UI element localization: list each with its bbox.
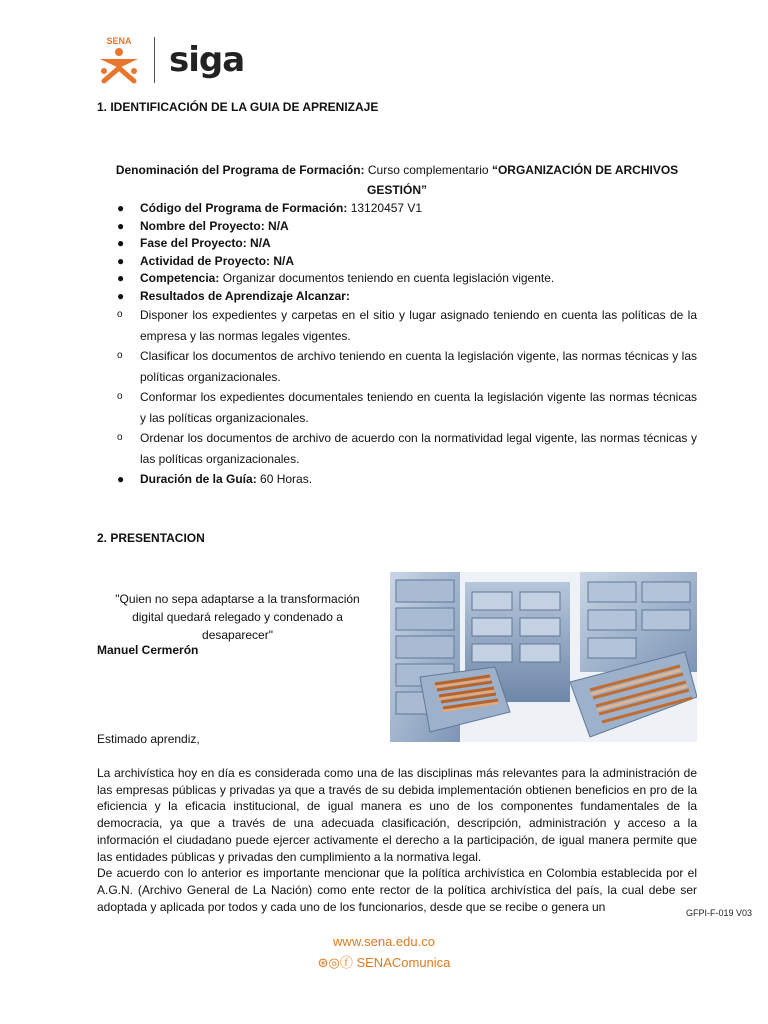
- sena-logo: [96, 35, 142, 85]
- instagram-icon[interactable]: ◎: [328, 955, 340, 970]
- program-denomination: [97, 160, 697, 200]
- section2-heading: 2. PRESENTACION: [97, 531, 205, 545]
- quote-text: "Quien no sepa adaptarse a la transformación digital quedará relegado y condenado a desaparecer": [115, 592, 360, 642]
- paragraph-1: La archivística hoy en día es considerada como una de las disciplinas más relevantes para la administración de las empresas públicas y privadas ya que a través de su debida implementación obtienen beneficios en pro de la eficiencia y la eficacia institucional, de igual manera es uno de los componentes fundamentales de la democracia, ya que a través de una adecuada clasificación, descripción, administración y acceso a la información el ciudadano puede ejercer activamente el derecho a la participación, de igual manera permite que las entidades públicas y privadas den cumplimiento a la normativa legal.: [97, 766, 697, 864]
- result-item: o Ordenar los documentos de archivo de acuerdo con la normatividad legal vigente, las normas técnicas y las políticas organizacionales.: [97, 428, 697, 469]
- social-handle[interactable]: SENAComunica: [356, 955, 451, 970]
- circle-bullet-icon: o: [117, 350, 123, 361]
- list-item: ● Duración de la Guía: 60 Horas.: [97, 471, 697, 489]
- circle-bullet-icon: o: [117, 432, 123, 443]
- paragraph-2: De acuerdo con lo anterior es importante mencionar que la política archivística en Colombia establecida por el A.G.N. (Archivo General de La Nación) como ente rector de la política archivística del país, la cual debe ser adoptada y aplicada por todos y cada uno de los funcionarios, desde que se recibe o genera un: [97, 866, 697, 914]
- bullet-icon: ●: [117, 236, 125, 250]
- list-item: ● Actividad de Proyecto: N/A: [97, 253, 697, 271]
- list-item: ● Resultados de Aprendizaje Alcanzar:: [97, 288, 697, 306]
- form-code: GFPI-F-019 V03: [686, 908, 753, 918]
- list-item: ● Código del Programa de Formación: 13120457 V1: [97, 200, 697, 218]
- section1-heading: 1. IDENTIFICACIÓN DE LA GUIA DE APRENIZAJE: [97, 100, 379, 114]
- facebook-icon[interactable]: ⓕ: [339, 955, 353, 970]
- list-item: ● Competencia: Organizar documentos teniendo en cuenta legislación vigente.: [97, 270, 697, 288]
- identification-list: [97, 200, 697, 489]
- body-paragraph: [97, 765, 697, 915]
- program-value-bold: “ORGANIZACIÓN DE ARCHIVOS: [491, 163, 679, 177]
- twitter-icon[interactable]: ⊛: [317, 955, 329, 970]
- archive-cabinets-image: [390, 572, 697, 742]
- result-item: o Conformar los expedientes documentales teniendo en cuenta la legislación vigente las normas técnicas y las políticas organizacionales.: [97, 387, 697, 428]
- quote-author: Manuel Cermerón: [97, 643, 199, 657]
- greeting: Estimado aprendiz,: [97, 732, 200, 746]
- bullet-icon: ●: [117, 271, 125, 285]
- siga-logo: siga: [169, 40, 245, 80]
- program-value-plain: Curso complementario: [364, 163, 492, 177]
- list-item: ● Fase del Proyecto: N/A: [97, 235, 697, 253]
- logo-divider: [154, 37, 155, 83]
- program-value-line2: GESTIÓN”: [366, 183, 427, 197]
- bullet-icon: ●: [117, 288, 125, 303]
- header-logos: [96, 34, 244, 86]
- bullet-icon: ●: [117, 218, 125, 233]
- footer-url-link[interactable]: www.sena.edu.co: [333, 934, 435, 949]
- bullet-icon: ●: [117, 201, 125, 215]
- result-item: o Disponer los expedientes y carpetas en el sitio y lugar asignado teniendo en cuenta las políticas de la empresa y las normas legales vigentes.: [97, 305, 697, 346]
- footer-social: [0, 952, 768, 971]
- circle-bullet-icon: o: [117, 391, 123, 402]
- list-item: ● Nombre del Proyecto: N/A: [97, 218, 697, 236]
- bullet-icon: ●: [117, 253, 125, 268]
- svg-text:SENA: SENA: [106, 36, 132, 46]
- bullet-icon: ●: [117, 472, 125, 486]
- program-label: Denominación del Programa de Formación:: [115, 163, 365, 177]
- result-item: o Clasificar los documentos de archivo teniendo en cuenta la legislación vigente, las normas técnicas y las políticas organizacionales.: [97, 346, 697, 387]
- circle-bullet-icon: o: [117, 309, 123, 320]
